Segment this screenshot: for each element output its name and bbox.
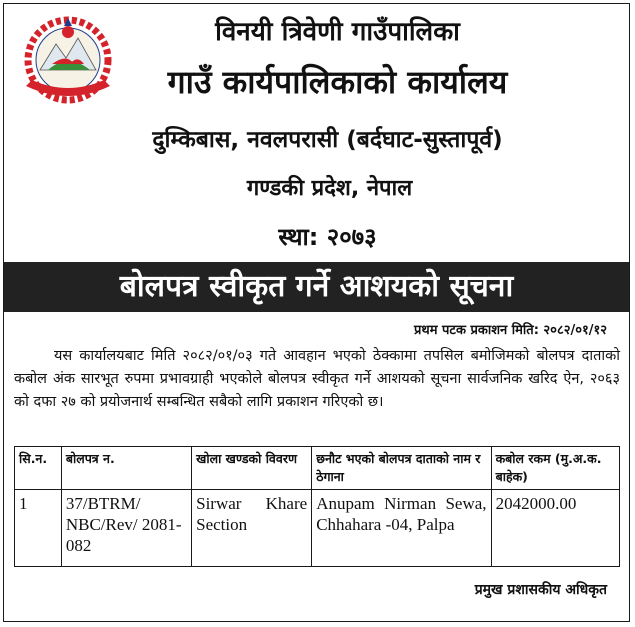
- header-bid-number: बोलपत्र न.: [61, 447, 191, 490]
- province-country: गण्डकी प्रदेश, नेपाल: [246, 176, 413, 201]
- cell-bidder-name-address: Anupam Nirman Sewa, Chhahara -04, Palpa: [312, 490, 491, 567]
- cell-bid-amount: 2042000.00: [491, 490, 619, 567]
- table-header-row: [15, 447, 620, 490]
- signatory-title: प्रमुख प्रशासकीय अधिकृत: [474, 582, 607, 598]
- table-row: [15, 490, 620, 567]
- established-year: स्था: २०७३: [278, 223, 377, 251]
- cell-serial: 1: [15, 490, 62, 567]
- cell-section-description: Sirwar Khare Section: [192, 490, 312, 567]
- header-section-description: खोला खण्डको विवरण: [192, 447, 312, 490]
- office-address: दुम्किबास, नवलपरासी (बर्दघाट-सुस्तापूर्व): [152, 127, 503, 153]
- office-name: गाउँ कार्यपालिकाको कार्यालय: [167, 63, 508, 101]
- cell-bid-number: 37/BTRM/ NBC/Rev/ 2081-082: [61, 490, 191, 567]
- notice-title-banner: बोलपत्र स्वीकृत गर्ने आशयको सूचना: [4, 262, 629, 312]
- first-publish-date: प्रथम पटक प्रकाशन मिति: २०८२/०१/१२: [414, 323, 607, 338]
- header-serial: सि.न.: [15, 447, 62, 490]
- notice-paragraph: यस कार्यालयबाट मिति २०८२/०१/०३ गते आवहान भएको ठेक्कामा तपसिल बमोजिमको बोलपत्र दाताको कबोल अंक सारभूत रुपमा प्रभावग्राही भएकोले बोलपत्र स्वीकृत गर्ने आशयको सूचना सार्वजनिक खरिद ऐन, २०६३ को दफा २७ को प्रयोजनार्थ सम्बन्धित सबैको लागि प्रकाशन गरिएको छ।: [14, 348, 620, 410]
- header-bid-amount: कबोल रकम (मु.अ.क. बाहेक): [491, 447, 619, 490]
- municipality-name: विनयी त्रिवेणी गाउँपालिका: [215, 17, 460, 47]
- tender-table: [14, 446, 620, 567]
- header-bidder-name-address: छनौट भएको बोलपत्र दाताको नाम र ठेगाना: [312, 447, 491, 490]
